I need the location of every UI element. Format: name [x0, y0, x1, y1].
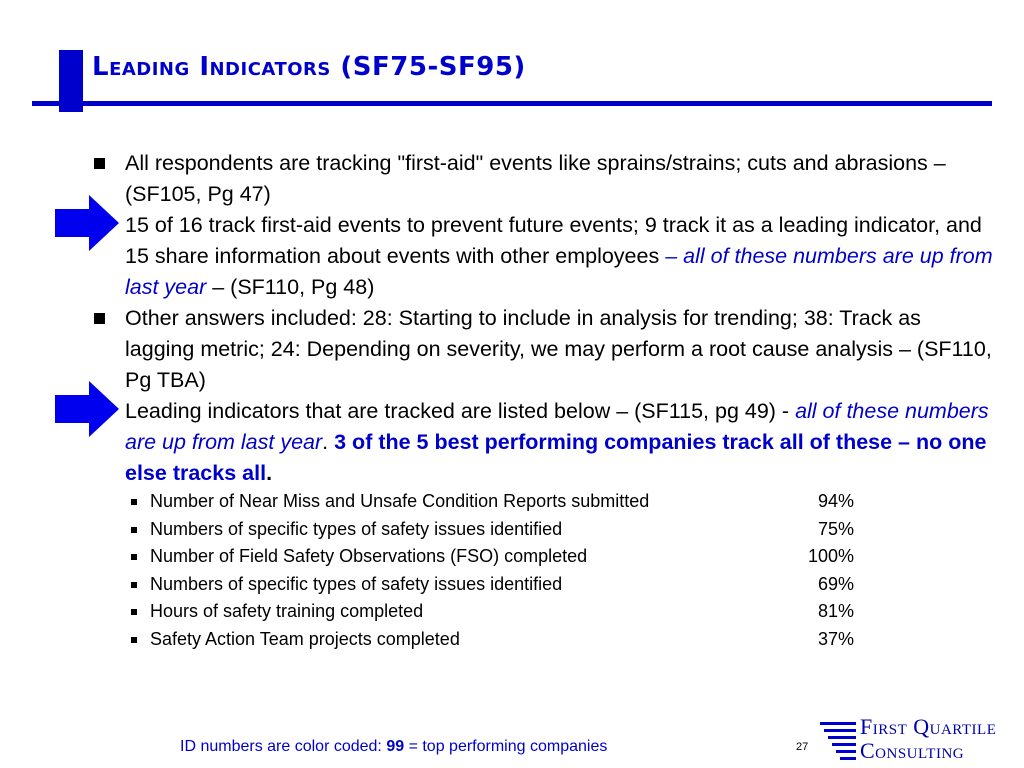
indicator-item: [129, 571, 869, 599]
indicator-item: [129, 598, 869, 626]
logo-stripe: [820, 722, 856, 725]
bullet-list: [90, 148, 995, 489]
indicator-percent: 69%: [817, 573, 854, 594]
square-bullet-icon: [131, 499, 137, 505]
square-bullet-icon: [131, 609, 137, 615]
square-bullet-icon: [131, 637, 137, 643]
bullet-item: [90, 148, 995, 210]
slide-title: Leading Indicators (SF75-SF95): [92, 52, 526, 82]
square-bullet-icon: [131, 527, 137, 533]
indicator-label: Number of Near Miss and Unsafe Condition Reports submitted: [150, 491, 650, 511]
indicator-label: Numbers of specific types of safety issues identified: [150, 518, 563, 539]
title-underline: [32, 101, 992, 106]
indicator-list: [129, 488, 869, 653]
note-text: ID numbers are color coded:: [180, 738, 387, 755]
logo-stripe: [840, 757, 856, 760]
bullet-text: All respondents are tracking "first-aid" events like sprains/strains; cuts and abrasions – (SF105, Pg 47): [125, 151, 946, 206]
indicator-item: [129, 626, 869, 654]
bullet-highlight: 3 of the 5 best performing companies track all of these – no one else tracks all: [125, 430, 987, 485]
square-bullet-icon: [94, 158, 105, 169]
bullet-separator: .: [322, 430, 335, 454]
square-bullet-icon: [94, 313, 105, 324]
bullet-item: [90, 210, 995, 303]
bullet-source: – (SF110, Pg 48): [206, 275, 375, 299]
square-bullet-icon: [131, 554, 137, 560]
bullet-text: Other answers included: 28: Starting to include in analysis for trending; 38: Track as lagging metric; 24: Depending on severity, we may perform a root cause analysis – (SF110, Pg TBA): [125, 306, 992, 392]
note-text-end: = top performing companies: [404, 738, 608, 755]
logo-stripe: [824, 729, 856, 732]
bullet-item: [90, 396, 995, 489]
indicator-item: [129, 543, 869, 571]
indicator-percent: 81%: [817, 601, 854, 621]
logo-line2: Consulting: [860, 738, 965, 763]
bullet-text: Leading indicators that are tracked are listed below – (SF115, pg 49) -: [125, 399, 796, 423]
page-number: 27: [796, 741, 809, 753]
bullet-item: [90, 303, 995, 396]
indicator-label: Safety Action Team projects completed: [150, 628, 460, 649]
color-code-note: [180, 738, 607, 756]
indicator-item: [129, 488, 869, 516]
indicator-item: [129, 516, 869, 544]
note-number: 99: [386, 738, 405, 755]
bullet-emphasis: – all of these numbers are up from last year: [125, 244, 993, 299]
indicator-label: Hours of safety training completed: [150, 601, 424, 621]
bullet-end: .: [266, 461, 273, 485]
logo-line1: First Quartile: [860, 714, 997, 739]
indicator-percent: 37%: [817, 628, 854, 649]
bullet-emphasis: all of these numbers are up from last year: [125, 399, 989, 454]
indicator-percent: 94%: [817, 491, 854, 511]
logo-stripe: [832, 743, 856, 746]
company-logo: [820, 714, 1024, 768]
logo-stripe: [828, 736, 856, 739]
indicator-label: Numbers of specific types of safety issues identified: [150, 573, 563, 594]
logo-stripe: [836, 750, 856, 753]
square-bullet-icon: [131, 582, 137, 588]
indicator-label: Number of Field Safety Observations (FSO) completed: [150, 546, 588, 566]
bullet-text: 15 of 16 track first-aid events to prevent future events; 9 track it as a leading indicator, and 15 share information about events with other employees: [125, 213, 982, 268]
indicator-percent: 100%: [807, 546, 854, 566]
indicator-percent: 75%: [817, 518, 854, 539]
